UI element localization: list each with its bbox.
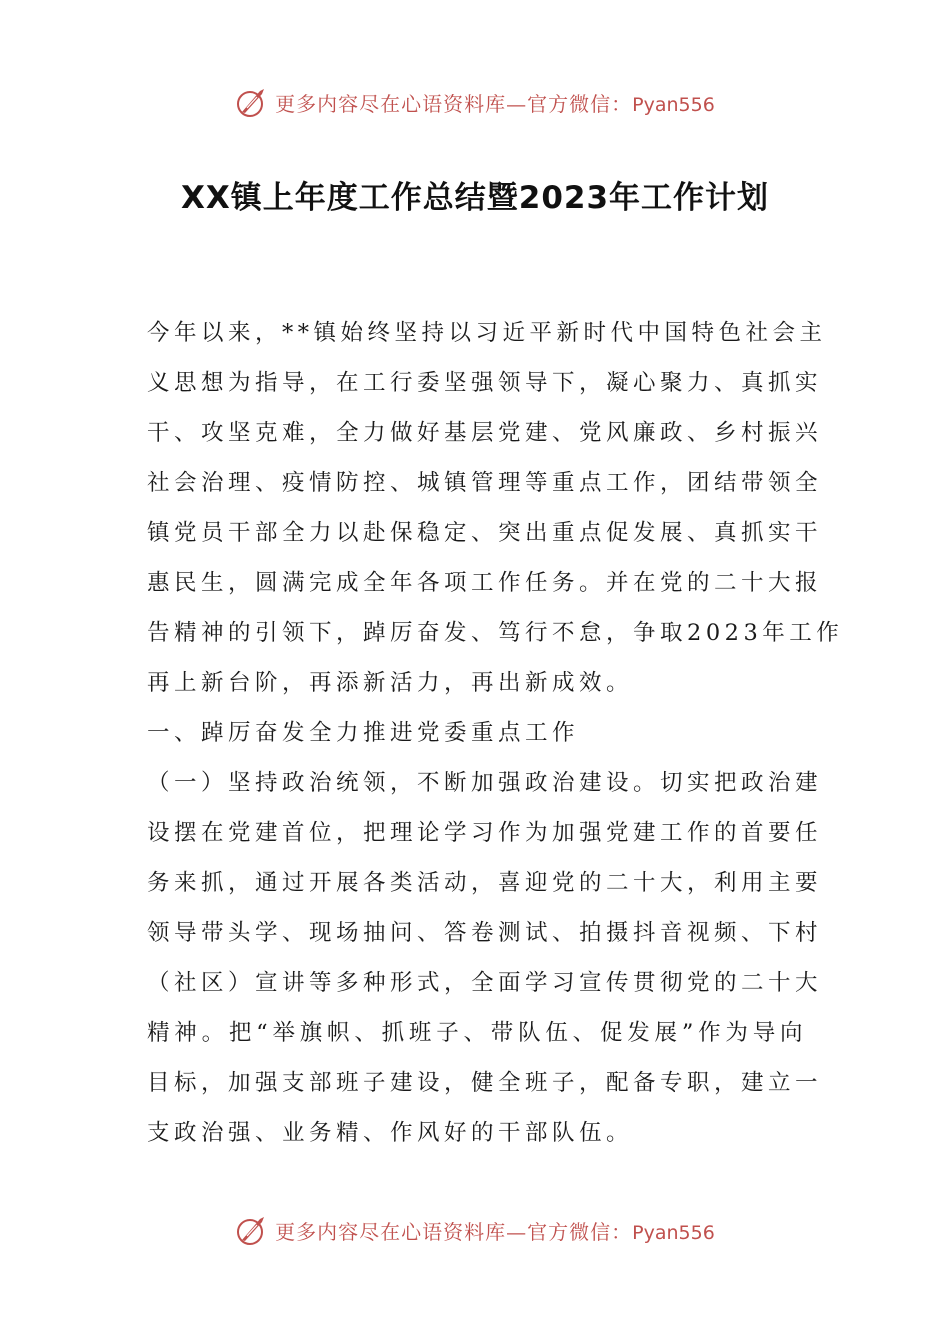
text-line: 再上新台阶，再添新活力，再出新成效。	[147, 670, 634, 696]
paragraph-political	[147, 758, 823, 1158]
quill-pen-circle-icon	[235, 85, 269, 119]
watermark-id: Pyan556	[632, 1221, 715, 1244]
watermark-footer	[0, 1210, 950, 1250]
paragraph-intro	[147, 308, 844, 708]
text-line: 干、攻坚克难，全力做好基层党建、党风廉政、乡村振兴	[147, 420, 823, 446]
watermark-text: 更多内容尽在心语资料库—官方微信：Pyan556	[275, 91, 715, 116]
text-line: （社区）宣讲等多种形式，全面学习宣传贯彻党的二十大	[147, 970, 823, 996]
text-line: 支政治强、业务精、作风好的干部队伍。	[147, 1120, 634, 1146]
text-line: 目标，加强支部班子建设，健全班子，配备专职，建立一	[147, 1070, 823, 1096]
text-line: 告精神的引领下，踔厉奋发、笃行不怠，争取2023年工作	[147, 620, 844, 646]
watermark-text: 更多内容尽在心语资料库—官方微信：Pyan556	[275, 1219, 715, 1244]
text-line: 务来抓，通过开展各类活动，喜迎党的二十大，利用主要	[147, 870, 823, 896]
text-line: 精神。把“举旗帜、抓班子、带队伍、促发展”作为导向	[147, 1020, 807, 1046]
text-line: 惠民生，圆满完成全年各项工作任务。并在党的二十大报	[147, 570, 823, 596]
watermark-id: Pyan556	[632, 93, 715, 116]
text-line: 义思想为指导，在工行委坚强领导下，凝心聚力、真抓实	[147, 370, 823, 396]
section-heading	[147, 708, 807, 758]
text-line: 镇党员干部全力以赴保稳定、突出重点促发展、真抓实干	[147, 520, 823, 546]
watermark-header	[0, 82, 950, 122]
document-body	[147, 308, 844, 1158]
document-title: XX镇上年度工作总结暨2023年工作计划	[180, 180, 770, 216]
text-line: （一）坚持政治统领，不断加强政治建设。切实把政治建	[147, 770, 823, 796]
text-line: 领导带头学、现场抽问、答卷测试、拍摄抖音视频、下村	[147, 920, 823, 946]
text-line: 设摆在党建首位，把理论学习作为加强党建工作的首要任	[147, 820, 823, 846]
text-line: 社会治理、疫情防控、城镇管理等重点工作，团结带领全	[147, 470, 823, 496]
text-line: 今年以来，**镇始终坚持以习近平新时代中国特色社会主	[147, 320, 827, 346]
quill-pen-circle-icon	[235, 1213, 269, 1247]
text-line: 一、踔厉奋发全力推进党委重点工作	[147, 720, 580, 746]
